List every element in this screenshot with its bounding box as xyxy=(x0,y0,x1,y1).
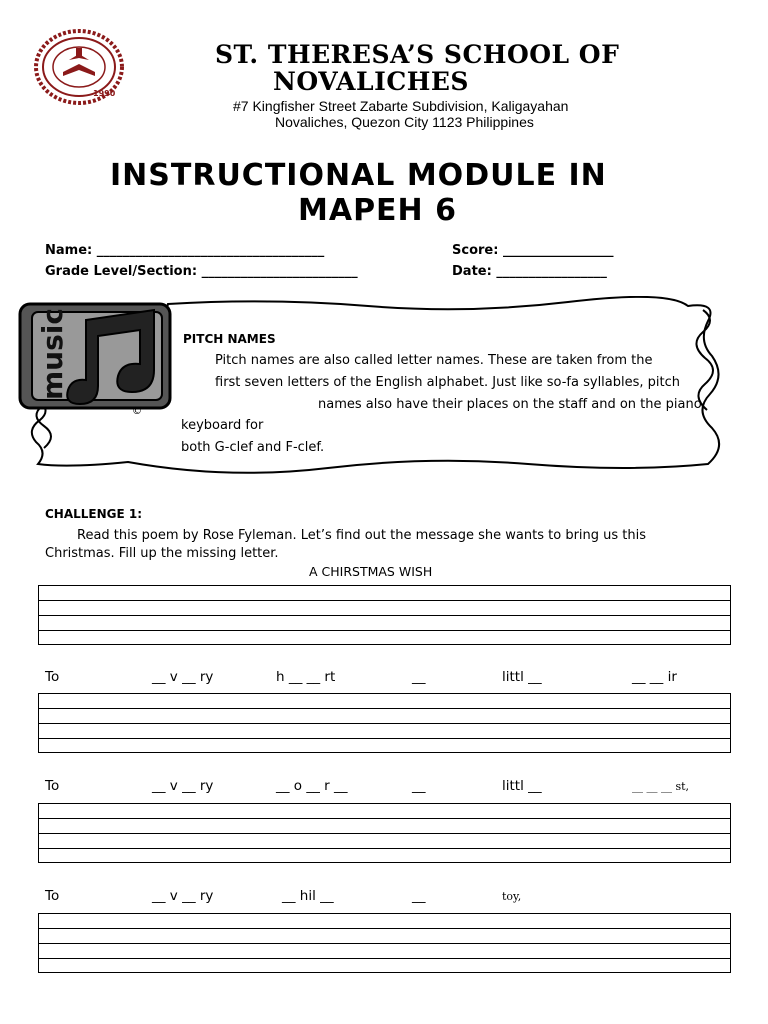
lyric-blank-word[interactable]: __ xyxy=(412,888,426,904)
address-line1: #7 Kingfisher Street Zabarte Subdivision, Kaligayahan xyxy=(233,98,569,114)
school-logo xyxy=(33,28,125,106)
lesson-text-line4: keyboard for xyxy=(181,418,264,433)
score-field[interactable]: Score: _________________ xyxy=(452,243,614,258)
logo-year: 1990 xyxy=(93,89,116,98)
music-note-icon xyxy=(14,300,174,420)
lyric-blank-word[interactable]: __ __ ir xyxy=(632,669,677,685)
lesson-text-line1: Pitch names are also called letter names. These are taken from the xyxy=(215,353,653,368)
date-field[interactable]: Date: _________________ xyxy=(452,264,607,279)
music-staff xyxy=(38,693,731,753)
lesson-text-line3: names also have their places on the staff and on the piano xyxy=(318,397,702,412)
challenge-instruction-line1: Read this poem by Rose Fyleman. Let’s find out the message she wants to bring us this xyxy=(77,528,647,543)
lesson-text-line5: both G-clef and F-clef. xyxy=(181,440,325,455)
name-field[interactable]: Name: ___________________________________ xyxy=(45,243,325,258)
poem-title: A CHIRSTMAS WISH xyxy=(309,564,433,579)
module-title-line2: MAPEH 6 xyxy=(298,193,457,228)
school-name-line1: ST. THERESA’S SCHOOL OF xyxy=(215,40,620,69)
challenge-heading: CHALLENGE 1: xyxy=(45,507,143,521)
music-icon-mark: © xyxy=(132,406,142,417)
lyric-blank-word[interactable]: __ xyxy=(412,669,426,685)
music-icon-label: music xyxy=(36,308,69,400)
lyric-blank-word[interactable]: h __ __ rt xyxy=(276,669,336,685)
lyric-blank-word[interactable]: __ xyxy=(412,778,426,794)
school-name-line2: NOVALICHES xyxy=(273,67,469,96)
address-line2: Novaliches, Quezon City 1123 Philippines xyxy=(275,114,534,130)
lyric-blank-word[interactable]: __ v __ ry xyxy=(152,669,214,685)
lesson-text-line2: first seven letters of the English alphabet. Just like so-fa syllables, pitch xyxy=(215,375,681,390)
lyric-blank-word[interactable]: __ __ __ st, xyxy=(632,780,690,793)
lyric-blank-word[interactable]: __ o __ r __ xyxy=(276,778,348,794)
lyric-blank-word[interactable]: __ v __ ry xyxy=(152,778,214,794)
music-staff xyxy=(38,913,731,973)
lyric-blank-word[interactable]: littl __ xyxy=(502,778,542,794)
lyric-word: toy, xyxy=(502,890,522,903)
module-title-line1: INSTRUCTIONAL MODULE IN xyxy=(110,158,607,193)
pitch-names-heading: PITCH NAMES xyxy=(183,332,276,346)
music-staff xyxy=(38,803,731,863)
lyric-word: To xyxy=(45,669,60,685)
lyric-blank-word[interactable]: __ hil __ xyxy=(282,888,334,904)
lyric-blank-word[interactable]: __ v __ ry xyxy=(152,888,214,904)
music-staff xyxy=(38,585,731,645)
lyric-blank-word[interactable]: littl __ xyxy=(502,669,542,685)
lyric-word: To xyxy=(45,778,60,794)
challenge-instruction-line2: Christmas. Fill up the missing letter. xyxy=(45,546,279,561)
lyric-word: To xyxy=(45,888,60,904)
grade-section-field[interactable]: Grade Level/Section: ________________________ xyxy=(45,264,358,279)
